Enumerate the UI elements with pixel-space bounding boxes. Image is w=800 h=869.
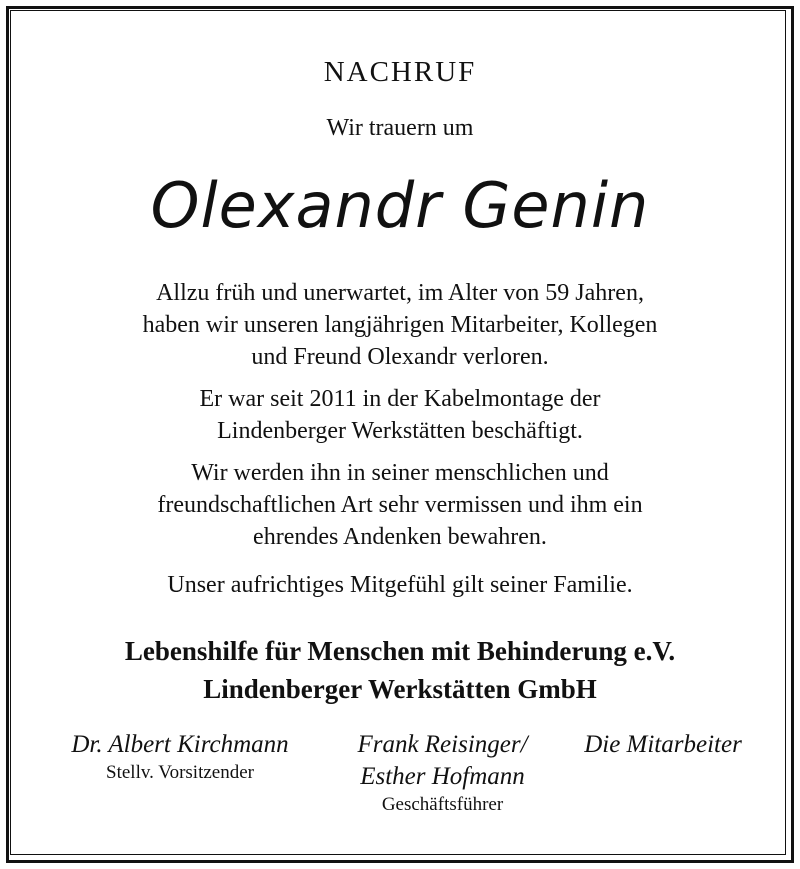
paragraph-4 xyxy=(60,569,740,601)
paragraph-line: haben wir unseren langjährigen Mitarbeiter, Kollegen xyxy=(142,312,658,338)
paragraph-1 xyxy=(60,277,740,373)
paragraph-line: Er war seit 2011 in der Kabelmontage der xyxy=(199,386,601,412)
signatory-role: Stellv. Vorsitzender xyxy=(106,762,254,783)
signatory-2 xyxy=(330,729,555,817)
paragraph-line: Lindenberger Werkstätten beschäftigt. xyxy=(217,418,583,444)
intro-text: Wir trauern um xyxy=(326,115,474,141)
signatory-role: Geschäftsführer xyxy=(381,794,504,815)
signatory-name: Esther Hofmann xyxy=(360,763,525,790)
organization-subsidiary: Lindenberger Werkstätten GmbH xyxy=(203,674,597,704)
signatory-name: Frank Reisinger/ xyxy=(357,731,528,758)
organization-name: Lebenshilfe für Menschen mit Behinderung e.V. xyxy=(124,636,676,666)
signatory-3 xyxy=(558,729,768,761)
paragraph-line: Allzu früh und unerwartet, im Alter von 59 Jahren, xyxy=(156,280,644,306)
paragraph-line: Unser aufrichtiges Mitgefühl gilt seiner Familie. xyxy=(167,572,633,598)
signatory-name: Die Mitarbeiter xyxy=(584,731,742,758)
signatory-name: Dr. Albert Kirchmann xyxy=(71,731,289,758)
deceased-name: Olexandr Genin xyxy=(150,169,650,242)
paragraph-line: ehrendes Andenken bewahren. xyxy=(253,524,547,550)
paragraph-line: Wir werden ihn in seiner menschlichen und xyxy=(191,460,609,486)
paragraph-3 xyxy=(60,457,740,553)
signatory-1 xyxy=(35,729,325,785)
paragraph-line: und Freund Olexandr verloren. xyxy=(251,344,549,370)
paragraph-2 xyxy=(60,383,740,447)
notice-heading: NACHRUF xyxy=(323,56,477,88)
paragraph-line: freundschaftlichen Art sehr vermissen und ihm ein xyxy=(157,492,643,518)
